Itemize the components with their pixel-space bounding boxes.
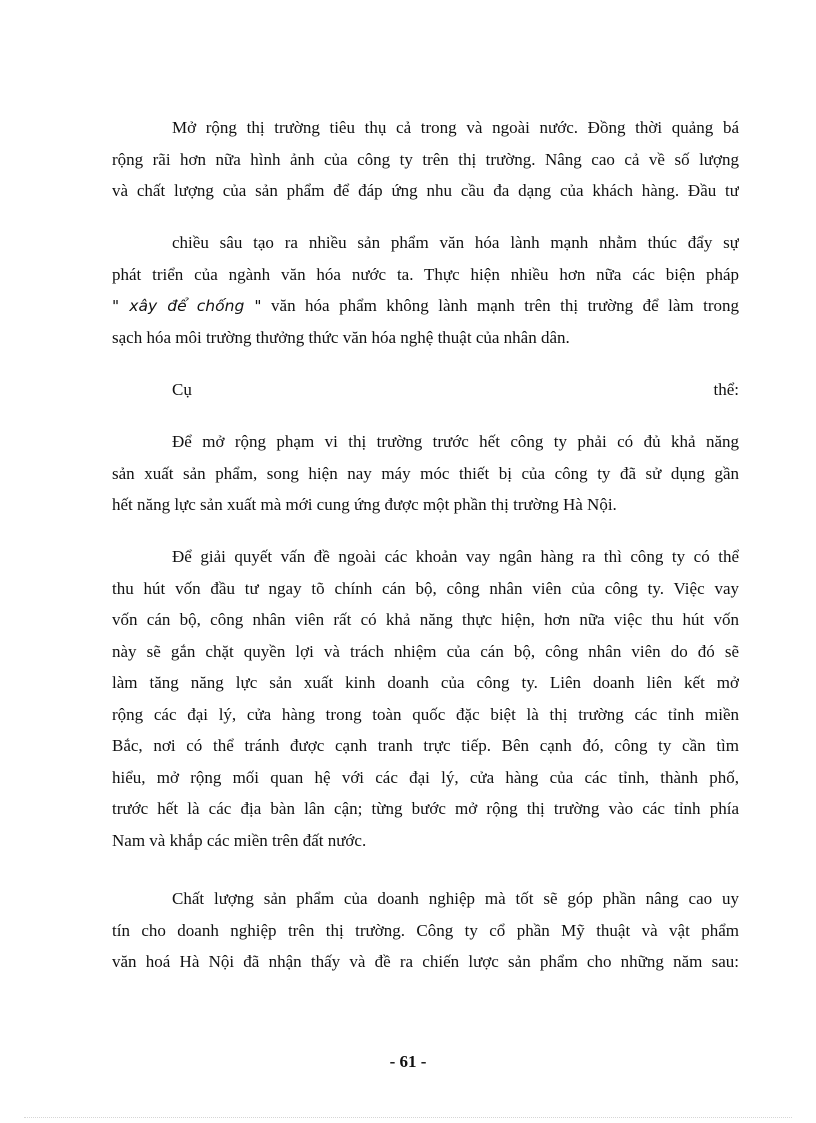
paragraph-product-quality bbox=[112, 883, 739, 978]
text-line: sản xuất sản phẩm, song hiện nay máy móc thiết bị của công ty đã sử dụng gần bbox=[112, 463, 739, 483]
heading-right-word: thể: bbox=[713, 380, 739, 399]
text-line: trước hết là các địa bàn lân cận; từng bước mở rộng thị trường vào các tỉnh phía bbox=[112, 799, 739, 818]
text-line: văn hoá Hà Nội đã nhận thấy và đề ra chiến lược sản phẩm cho những năm sau: bbox=[112, 952, 739, 971]
text-line: Nam và khắp các miền trên đất nước. bbox=[112, 830, 367, 850]
text-line: tín cho doanh nghiệp trên thị trường. Công ty cổ phần Mỹ thuật và vật phẩm bbox=[112, 920, 739, 940]
paragraph-production-capacity bbox=[112, 426, 739, 521]
text-line-with-quote bbox=[112, 290, 739, 322]
text-line: Để mở rộng phạm vi thị trường trước hết công ty phải có đủ khả năng bbox=[172, 432, 739, 451]
text-line: thu hút vốn đầu tư ngay tõ chính cán bộ, công nhân viên của công ty. Việc vay bbox=[112, 578, 739, 598]
text-line: này sẽ gắn chặt quyền lợi và trách nhiệm của cán bộ, công nhân viên do đó sẽ bbox=[112, 641, 739, 661]
paragraph-depth-investment bbox=[112, 227, 739, 353]
text-line: sạch hóa môi trường thưởng thức văn hóa nghệ thuật của nhân dân. bbox=[112, 327, 570, 347]
text-line: hết năng lực sản xuất mà mới cung ứng được một phần thị trường Hà Nội. bbox=[112, 495, 617, 514]
paragraph-market-expansion bbox=[112, 112, 739, 207]
text-line: rộng các đại lý, cửa hàng trong toàn quốc đặc biệt là thị trường các tỉnh miền bbox=[112, 704, 739, 724]
text-line: chiều sâu tạo ra nhiều sản phẩm văn hóa lành mạnh nhằm thúc đẩy sự bbox=[172, 233, 739, 252]
text-line: hiểu, mở rộng mối quan hệ với các đại lý, cửa hàng của các tỉnh, thành phố, bbox=[112, 767, 739, 787]
split-heading-line bbox=[112, 374, 739, 406]
text-line: làm tăng năng lực sản xuất kinh doanh của công ty. Liên doanh liên kết mở bbox=[112, 673, 739, 692]
text-line: phát triển của ngành văn hóa nước ta. Thực hiện nhiều hơn nữa các biện pháp bbox=[112, 264, 739, 284]
text-line: Để giải quyết vấn đề ngoài các khoản vay ngân hàng ra thì công ty có thể bbox=[172, 547, 739, 566]
paragraph-capital-solution bbox=[112, 541, 739, 856]
text-line: Mở rộng thị trường tiêu thụ cả trong và ngoài nước. Đồng thời quảng bá bbox=[172, 118, 739, 137]
heading-specifically bbox=[112, 374, 739, 406]
text-line: Chất lượng sản phẩm của doanh nghiệp mà tốt sẽ góp phần nâng cao uy bbox=[172, 889, 739, 908]
page-bottom-divider bbox=[24, 1117, 792, 1118]
text-line: vốn cán bộ, công nhân viên rất có khả năng thực hiện, hơn nữa việc thu hút vốn bbox=[112, 610, 739, 629]
heading-left-word: Cụ bbox=[172, 380, 192, 399]
text-line: và chất lượng của sản phẩm để đáp ứng nhu cầu đa dạng của khách hàng. Đầu tư bbox=[112, 181, 739, 200]
text-line: rộng rãi hơn nữa hình ảnh của công ty trên thị trường. Nâng cao cả về số lượng bbox=[112, 149, 739, 169]
quoted-phrase: " xây để chống " bbox=[112, 297, 262, 315]
text-fragment: văn hóa phẩm không lành mạnh trên thị trường để làm trong bbox=[261, 296, 739, 315]
text-line: Bắc, nơi có thể tránh được cạnh tranh trực tiếp. Bên cạnh đó, công ty cần tìm bbox=[112, 736, 739, 755]
page-number: - 61 - bbox=[389, 1052, 427, 1071]
